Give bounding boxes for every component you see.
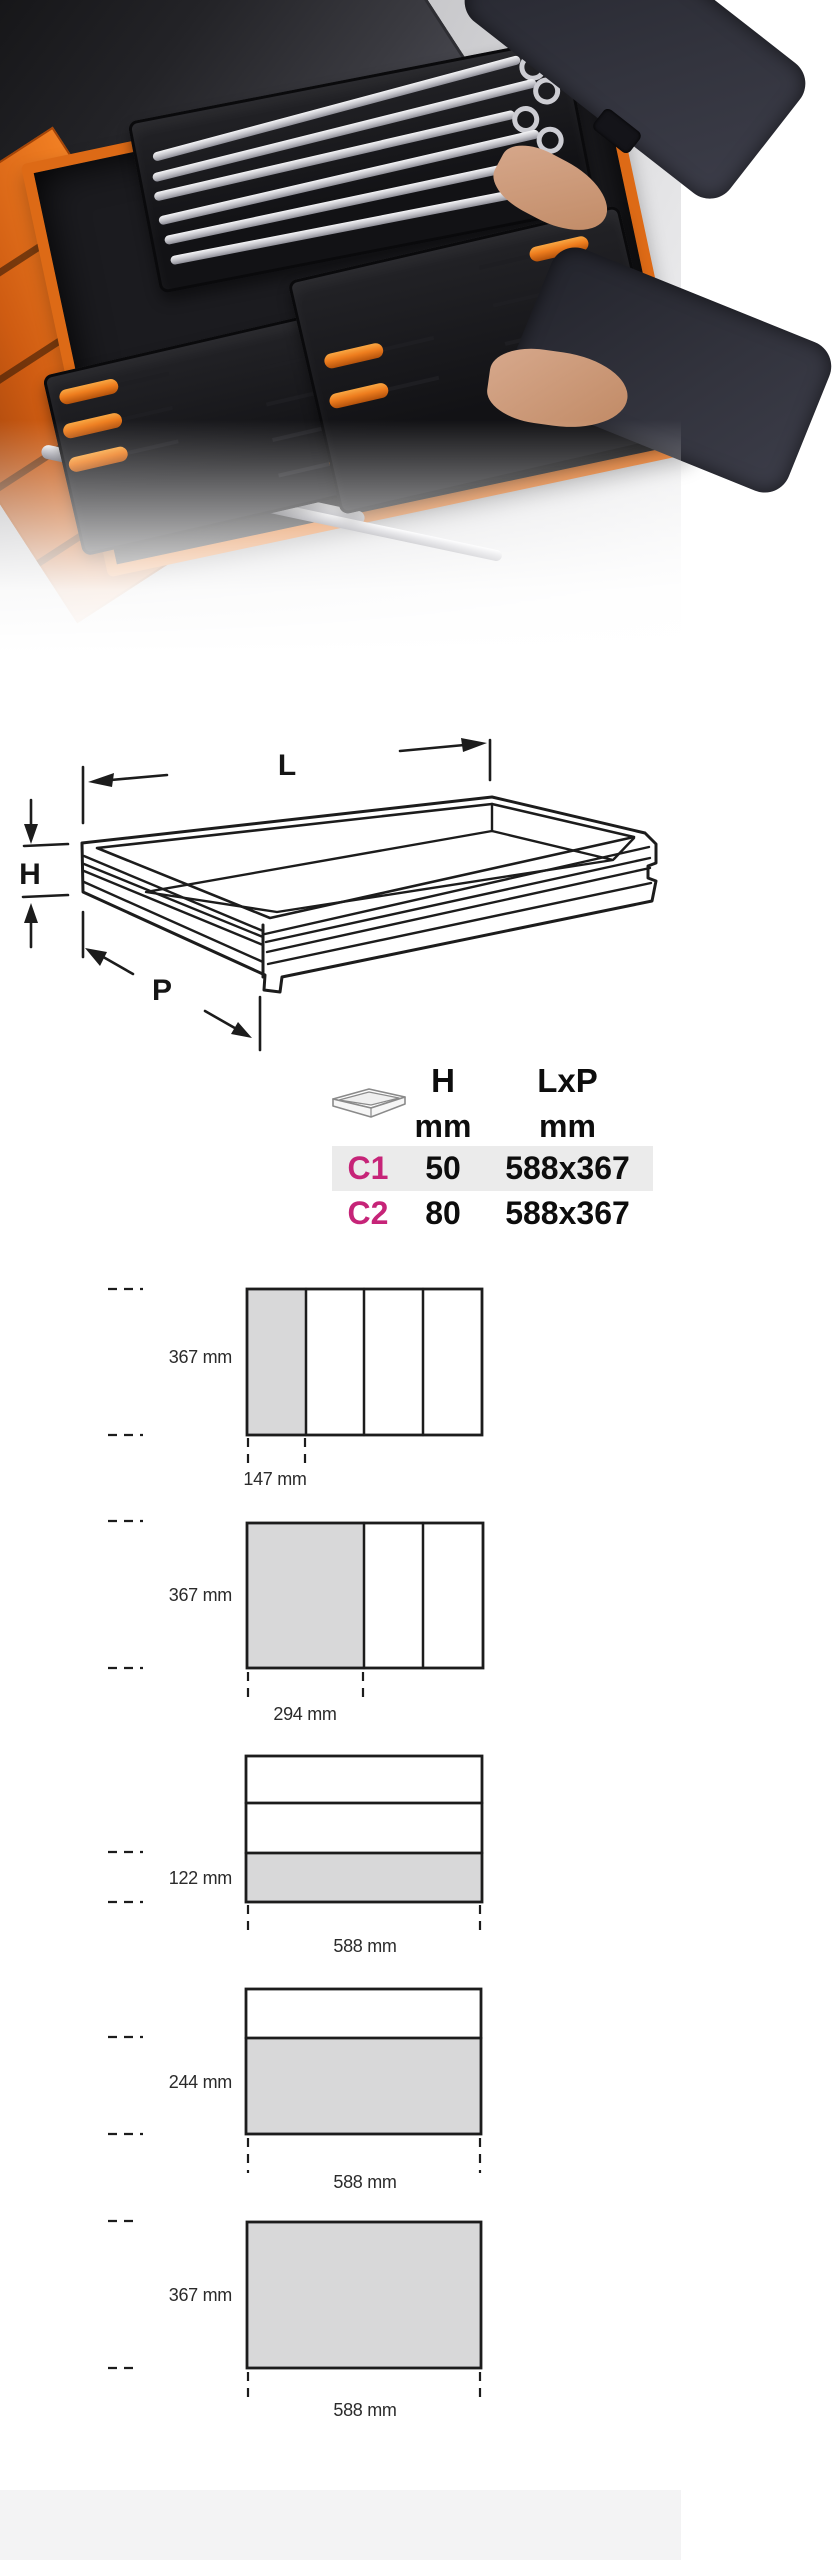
arrowhead-left-icon <box>88 773 114 787</box>
left-face-rail-lines <box>84 856 263 962</box>
arrowhead-upleft-icon <box>85 948 107 966</box>
diagram-width-label: 294 mm <box>273 1704 337 1724</box>
diagram-width-label: 588 mm <box>333 1936 397 1956</box>
label-L: L <box>277 749 297 782</box>
height-value: 80 <box>425 1195 461 1231</box>
diagram-height-label: 367 mm <box>168 2285 232 2305</box>
lxp-value: 588x367 <box>505 1195 630 1231</box>
spec-table <box>322 1058 662 1238</box>
product-photo <box>0 0 681 695</box>
item-code: C1 <box>347 1150 389 1186</box>
diagram-width-label: 588 mm <box>333 2400 397 2420</box>
module-diagram-367 <box>100 2212 500 2427</box>
col-header-lxp: LxP <box>537 1062 598 1099</box>
dim-h-lower-tick <box>23 895 68 897</box>
arrowhead-right-icon <box>461 738 487 752</box>
module-diagram-244 <box>100 1980 500 2195</box>
item-code: C2 <box>347 1195 389 1231</box>
col-header-h: H <box>431 1062 455 1099</box>
arrowhead-down-icon <box>24 824 38 844</box>
photo-fade-overlay <box>0 420 681 695</box>
module-diagram-147 <box>100 1280 500 1495</box>
table-row-c1 <box>332 1146 653 1191</box>
lxp-value: 588x367 <box>505 1150 630 1186</box>
footer-band <box>0 2490 681 2560</box>
table-row-c2 <box>332 1191 653 1236</box>
col-unit-h: mm <box>414 1108 472 1144</box>
arrowhead-downright-icon <box>231 1022 252 1038</box>
dim-h-upper-tick <box>24 844 68 846</box>
col-unit-lxp: mm <box>539 1108 596 1144</box>
module-diagram-294 <box>100 1510 500 1730</box>
diagram-height-label: 122 mm <box>168 1868 232 1888</box>
label-P: P <box>151 974 173 1007</box>
arrowhead-up-icon <box>24 903 38 923</box>
diagram-height-label: 367 mm <box>168 1585 232 1605</box>
diagram-width-label: 588 mm <box>333 2172 397 2192</box>
module-diagram-122 <box>100 1748 500 1960</box>
diagram-height-label: 244 mm <box>168 2072 232 2092</box>
label-H: H <box>19 858 41 891</box>
height-value: 50 <box>425 1150 461 1186</box>
diagram-height-label: 367 mm <box>168 1347 232 1367</box>
diagram-width-label: 147 mm <box>243 1469 307 1489</box>
